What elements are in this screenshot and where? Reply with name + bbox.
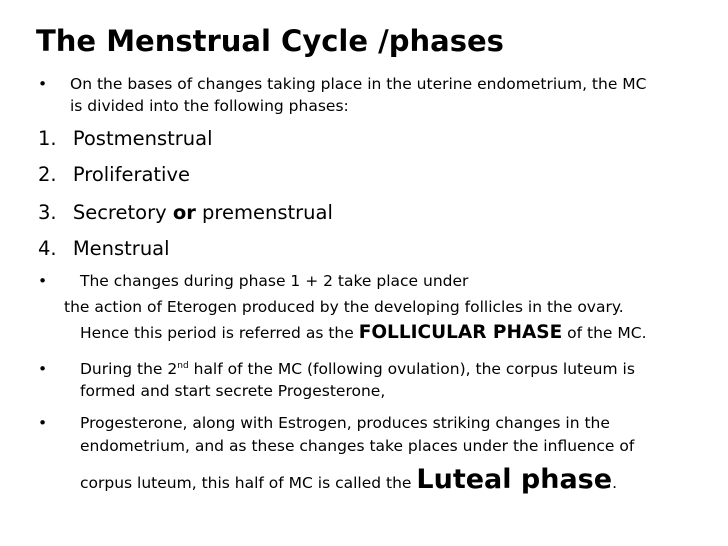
phase-label-b: premenstrual xyxy=(195,201,333,224)
phase-item-3 xyxy=(38,201,333,224)
para2-line-2: formed and start secrete Progesterone, xyxy=(80,382,386,400)
phase-number: 4. xyxy=(38,237,57,260)
follicular-phase-term: FOLLICULAR PHASE xyxy=(358,322,563,343)
phase-label: Postmenstrual xyxy=(72,127,213,150)
intro-line-2: is divided into the following phases: xyxy=(70,97,349,115)
bullet-marker: • xyxy=(38,75,48,93)
bullet-marker: • xyxy=(38,414,48,432)
para1-line-1: The changes during phase 1 + 2 take place under xyxy=(80,272,469,290)
phase-item-1 xyxy=(38,127,213,150)
para3-line-3b: . xyxy=(612,474,617,492)
para1-line-2: the action of Eterogen produced by the developing follicles in the ovary. xyxy=(64,298,624,316)
slide-title: The Menstrual Cycle /phases xyxy=(36,24,504,58)
para2-line-1b: half of the MC (following ovulation), the corpus luteum is xyxy=(188,360,635,378)
para2-line-1 xyxy=(80,360,635,378)
para3-line-2: endometrium, and as these changes take places under the influence of xyxy=(80,437,635,455)
bullet-marker: • xyxy=(38,272,48,290)
superscript-nd: nd xyxy=(177,360,189,371)
para3-line-3 xyxy=(80,464,617,495)
para3-line-3a: corpus luteum, this half of MC is called the xyxy=(80,474,417,492)
phase-number: 3. xyxy=(38,201,57,224)
intro-line-1: On the bases of changes taking place in the uterine endometrium, the MC xyxy=(70,75,647,93)
phase-label: Menstrual xyxy=(72,237,170,260)
luteal-phase-term: Luteal phase xyxy=(416,464,613,495)
para3-line-1: Progesterone, along with Estrogen, produces striking changes in the xyxy=(80,414,610,432)
phase-number: 1. xyxy=(38,127,57,150)
phase-label: Proliferative xyxy=(72,163,191,186)
para1-line-3 xyxy=(80,322,647,343)
phase-item-2 xyxy=(38,163,190,186)
phase-label-a: Secretory xyxy=(72,201,173,224)
para2-line-1a: During the 2 xyxy=(80,360,178,378)
bullet-marker: • xyxy=(38,360,48,378)
phase-item-4 xyxy=(38,237,170,260)
phase-number: 2. xyxy=(38,163,57,186)
phase-or-word: or xyxy=(172,201,196,224)
para1-line-3a: Hence this period is referred as the xyxy=(80,324,359,342)
para1-line-3b: of the MC. xyxy=(562,324,647,342)
